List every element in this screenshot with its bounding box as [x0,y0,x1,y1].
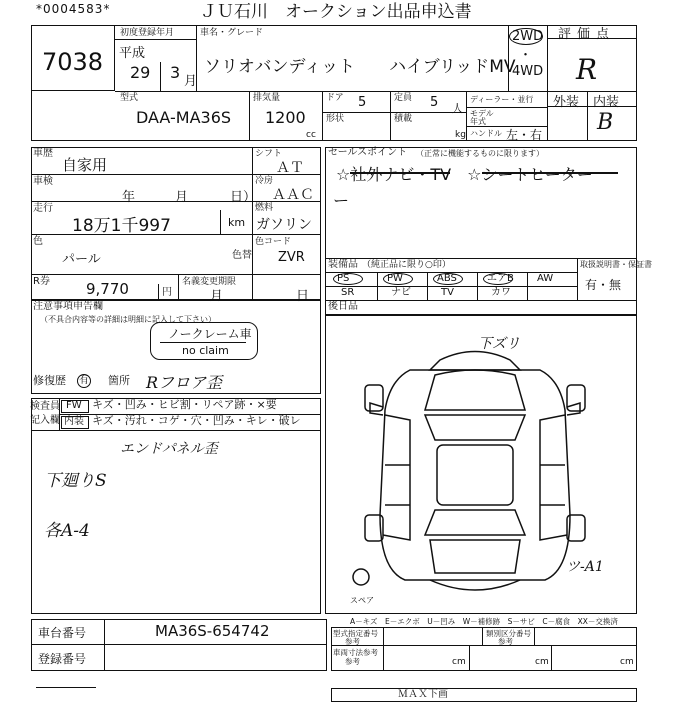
car-name: ソリオバンディット ハイブリッドMV [204,57,516,77]
inspector-note-1: エンドパネル歪 [120,441,218,457]
car-body-diagram [325,315,637,614]
interior-checklist: キズ・汚れ・コゲ・穴・凹み・キレ・破レ [92,414,301,427]
serial-number: *0004583* [36,2,111,16]
exterior-label: 外装 [553,95,580,110]
fuel-value: ガソリン [256,217,312,233]
equipment-item: ABS [437,273,457,284]
equipment-circle [333,273,363,285]
owner-manual: 有・無 [585,278,622,292]
inspector-note-3: 各A-4 [44,521,90,541]
interior-value: B [597,110,614,135]
diagram-side-label: ツ-A1 [566,559,604,575]
car-name-label: 車名・グレード [200,28,264,38]
equipment-circle [433,273,463,285]
interior-label: 内装 [593,95,620,110]
equipment-item: AW [537,273,554,284]
recycle-fee: 9,770 [86,280,129,298]
color-code: ZVR [278,250,305,265]
shift-value: ＡＴ [276,160,304,176]
color-name: パール [62,252,101,267]
model-code: DAA-MA36S [136,108,232,127]
equipment-circle [383,273,413,285]
drive-2wd: 2WD [512,29,544,44]
repair-yes: 有 [79,375,89,386]
displacement: 1200 [265,108,306,127]
diagram-top-label: 下ズリ [478,336,520,352]
rating-label: 評価点 [558,27,616,42]
capacity: 5 [430,95,439,110]
fw-checklist: キズ・凹み・ヒビ割・リペア跡・×要 [92,398,277,411]
footer-text: ＭＡＸ下画 [398,689,448,700]
damage-legend: A－キズ E－エクボ U－凹み W－補修跡 S－サビ C－腐食 XX－交換済 [350,617,618,626]
doors: 5 [358,95,367,110]
equipment-item: ナビ [391,287,411,298]
mileage: 18万1千997 [72,216,171,236]
rating-value: R [576,53,598,86]
form-title: ＪＵ石川 オークション出品申込書 [200,2,472,22]
reg-year: 29 [130,63,151,82]
inspector-note-2: 下廻りS [44,471,107,491]
era-label: 平成 [119,46,146,61]
equipment-item: SR [341,287,355,298]
chassis-number: MA36S-654742 [155,622,270,640]
equipment-item: PS [337,273,350,284]
repair-details: Rフロア歪 [146,373,223,392]
reg-month: 3 [170,63,181,82]
lot-number: 7038 [42,48,104,76]
equipment-item: カワ [491,287,511,298]
ac-value: ＡＡＣ [272,187,314,203]
equipment-item: TV [441,287,454,298]
handle-side: 左・右 [506,128,543,142]
drive-4wd: 4WD [512,64,544,79]
first-reg-label: 初度登録年月 [120,28,175,38]
usage-history: 自家用 [62,156,108,174]
selling-points-text: ☆社外ナビ・TV ☆シートヒーター [336,165,593,184]
equipment-circle [483,273,513,285]
equipment-item: エアB [487,273,514,284]
equipment-item: PW [387,273,403,284]
